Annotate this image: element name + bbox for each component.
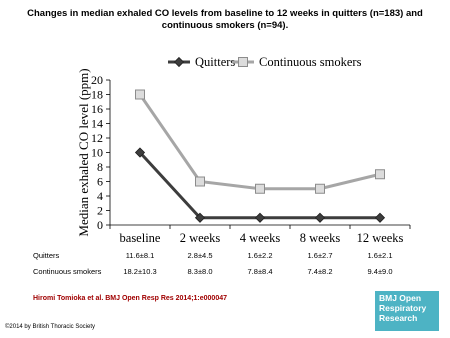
table-row-label: Quitters (33, 251, 60, 260)
y-axis-label: Median exhaled CO level (ppm) (76, 68, 91, 237)
table-cell: 2.8±4.5 (187, 251, 213, 260)
continuous-smokers-point (376, 170, 385, 179)
y-tick-label: 6 (97, 174, 103, 189)
continuous-smokers-point (316, 184, 325, 193)
quitters-point (175, 58, 184, 67)
table-cell: 1.6±2.2 (247, 251, 273, 260)
x-tick-label: 12 weeks (356, 231, 404, 245)
x-tick-label: 2 weeks (179, 231, 221, 245)
copyright: ©2014 by British Thoracic Society (5, 324, 96, 330)
continuous-smokers-point (239, 58, 248, 67)
table-cell: 7.4±8.2 (307, 267, 333, 276)
table-cell: 1.6±2.1 (367, 251, 393, 260)
table-cell: 8.3±8.0 (187, 267, 213, 276)
y-tick-label: 16 (91, 102, 103, 116)
continuous-smokers-point (196, 177, 205, 186)
y-tick-label: 4 (97, 189, 103, 203)
y-tick-label: 20 (91, 73, 103, 87)
y-tick-label: 0 (97, 218, 103, 232)
quitters-point (316, 213, 325, 222)
x-tick-label: baseline (119, 231, 161, 245)
continuous-smokers-line (140, 95, 380, 189)
citation: Hiromi Tomioka et al. BMJ Open Resp Res 2014;1:e000047 (33, 295, 228, 302)
y-tick-label: 12 (91, 131, 103, 145)
logo-line-2: Respiratory (379, 303, 427, 313)
y-tick-label: 14 (91, 116, 103, 131)
x-tick-label: 4 weeks (239, 231, 281, 245)
title-line-1: Changes in median exhaled CO levels from baseline to 12 weeks in quitters (n=183) and (27, 8, 423, 19)
quitters-point (256, 213, 265, 222)
legend-quitters-label: Quitters (195, 55, 236, 69)
legend-continuous-smokers-label: Continuous smokers (259, 55, 362, 69)
quitters-point (376, 213, 385, 222)
table-cell: 7.8±8.4 (247, 267, 273, 276)
table-row-label: Continuous smokers (33, 267, 102, 276)
continuous-smokers-point (136, 90, 145, 99)
journal-logo (375, 291, 439, 331)
table-cell: 18.2±10.3 (123, 267, 157, 276)
logo-line-1: BMJ Open (379, 293, 422, 303)
y-tick-label: 18 (91, 87, 103, 102)
title-line-2: continuous smokers (n=94). (161, 20, 289, 31)
table-cell: 11.6±8.1 (125, 251, 155, 260)
y-tick-label: 8 (97, 160, 103, 174)
x-tick-label: 8 weeks (299, 231, 341, 245)
y-tick-label: 2 (97, 203, 103, 218)
continuous-smokers-point (256, 184, 265, 193)
table-cell: 1.6±2.7 (307, 251, 333, 260)
logo-line-3: Research (379, 313, 418, 323)
y-tick-label: 10 (91, 145, 103, 160)
table-cell: 9.4±9.0 (367, 267, 393, 276)
